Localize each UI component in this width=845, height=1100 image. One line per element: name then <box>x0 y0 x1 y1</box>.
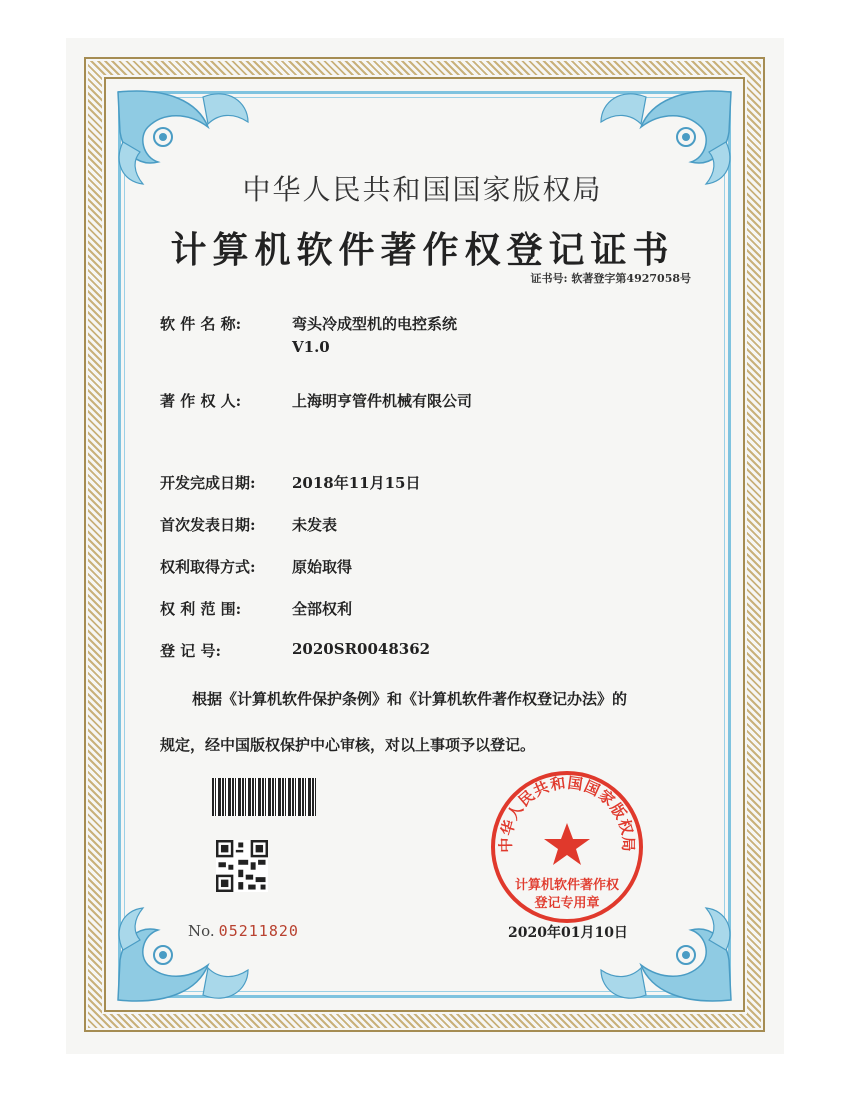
field-value: 全部权利 <box>292 600 353 618</box>
serial-prefix: No. <box>188 922 215 940</box>
field-label: 登 记 号: <box>160 642 221 660</box>
field-label: 软 件 名 称: <box>160 315 242 333</box>
field-value: 原始取得 <box>292 558 353 576</box>
serial-number <box>188 922 299 940</box>
field-value-version: V1.0 <box>292 338 330 356</box>
statement-line-1: 根据《计算机软件保护条例》和《计算机软件著作权登记办法》的 <box>192 690 628 708</box>
svg-text:计算机软件著作权: 计算机软件著作权 <box>514 878 620 893</box>
svg-text:中华人民共和国国家版权局: 中华人民共和国国家版权局 <box>496 773 638 853</box>
field-registration-number <box>160 640 430 661</box>
official-seal-icon <box>487 767 647 927</box>
field-label: 著 作 权 人: <box>160 392 242 410</box>
field-acquisition-method <box>160 556 352 577</box>
corner-ornament-icon <box>108 900 258 1010</box>
field-publish-date <box>160 514 337 535</box>
field-label: 权利取得方式: <box>160 558 256 576</box>
barcode-icon <box>212 778 316 816</box>
svg-text:登记专用章: 登记专用章 <box>534 896 600 911</box>
field-value: 弯头冷成型机的电控系统 <box>292 315 458 333</box>
qr-code-icon <box>216 840 268 892</box>
certificate-title: 计算机软件著作权登记证书 <box>170 229 675 271</box>
field-value: 未发表 <box>292 516 338 534</box>
field-software-name <box>160 313 457 356</box>
serial-digits: 05211820 <box>218 922 299 940</box>
field-completion-date <box>160 472 421 493</box>
field-label: 权 利 范 围: <box>160 600 242 618</box>
field-label: 首次发表日期: <box>160 516 256 534</box>
field-value: 2018年11月15日 <box>292 474 421 492</box>
field-value: 2020SR0048362 <box>292 640 431 658</box>
issuer-title: 中华人民共和国国家版权局 <box>242 173 603 206</box>
field-copyright-owner <box>160 390 472 411</box>
issue-date: 2020年01月10日 <box>508 925 628 941</box>
field-label: 开发完成日期: <box>160 474 256 492</box>
field-value: 上海明亨管件机械有限公司 <box>292 392 473 410</box>
statement-line-2: 规定，经中国版权保护中心审核，对以上事项予以登记。 <box>160 736 536 754</box>
field-rights-scope <box>160 598 352 619</box>
certificate-number: 证书号: 软著登字第4927058号 <box>530 272 691 285</box>
